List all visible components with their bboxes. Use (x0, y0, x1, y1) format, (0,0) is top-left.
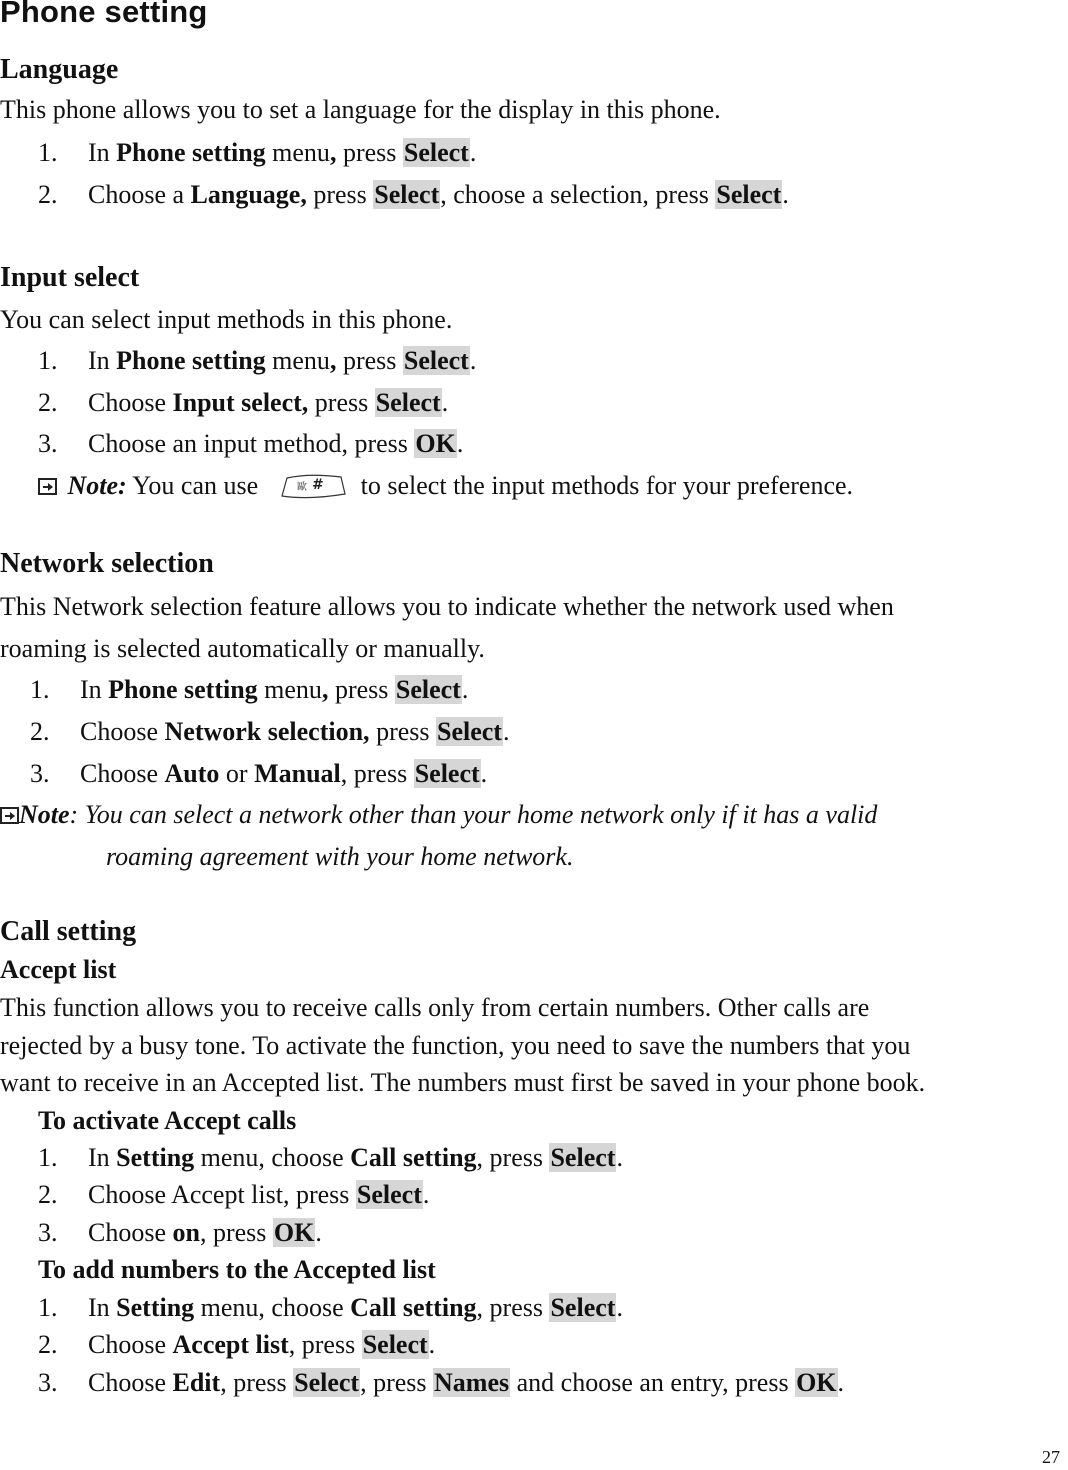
list-item: 1. In Setting menu, choose Call setting, press Select. (38, 1143, 623, 1172)
section-description-input-select: You can select input methods in this phone. (0, 305, 453, 334)
softkey-label: Select (550, 1143, 616, 1172)
softkey-label: Select (414, 759, 480, 788)
softkey-label: Select (374, 180, 440, 209)
note-icon (0, 807, 19, 824)
svg-text:#: # (311, 477, 324, 493)
list-item: 1. In Phone setting menu, press Select. (38, 346, 477, 375)
section-heading-language: Language (0, 54, 119, 85)
softkey-label: Select (362, 1330, 428, 1359)
list-item: 3. Choose an input method, press OK. (38, 429, 464, 458)
section-description-call-line1: This function allows you to receive calls only from certain numbers. Other calls are (0, 993, 870, 1022)
softkey-label: Select (403, 138, 469, 167)
list-item: 2. Choose Accept list, press Select. (38, 1180, 430, 1209)
section-description-call-line2: rejected by a busy tone. To activate the function, you need to save the numbers that you (0, 1031, 911, 1060)
note-icon (38, 478, 57, 495)
section-heading-input-select: Input select (0, 262, 140, 293)
softkey-label: OK (415, 429, 456, 458)
softkey-label: Select (716, 180, 782, 209)
softkey-label: Select (437, 717, 502, 746)
note-network-selection: Note: You can select a network other than your home network only if it has a valid (0, 797, 877, 833)
softkey-label: Select (294, 1368, 360, 1397)
section-description-language: This phone allows you to set a language for the display in this phone. (0, 95, 721, 124)
list-item: 1. In Phone setting menu, press Select. (30, 675, 469, 704)
list-item: 3. Choose Edit, press Select, press Names and choose an entry, press OK. (38, 1368, 845, 1397)
procedure-title-activate: To activate Accept calls (38, 1106, 297, 1135)
note-network-selection-line2: roaming agreement with your home network. (106, 842, 574, 871)
section-description-call-line3: want to receive in an Accepted list. The numbers must first be saved in your phone book. (0, 1068, 926, 1097)
list-item: 2. Choose a Language, press Select, choose a selection, press Select. (38, 180, 789, 209)
list-item: 3. Choose on, press OK. (38, 1218, 322, 1247)
softkey-label: Select (395, 675, 461, 704)
softkey-label: Select (403, 346, 469, 375)
softkey-label: OK (273, 1218, 315, 1247)
svg-text:歐: 歐 (296, 482, 307, 493)
hash-key-icon (279, 474, 349, 510)
list-item: 2. Choose Accept list, press Select. (38, 1330, 436, 1359)
procedure-title-add-numbers: To add numbers to the Accepted list (38, 1255, 436, 1284)
list-item: 1. In Phone setting menu, press Select. (38, 138, 477, 167)
page-number: 27 (1042, 1447, 1060, 1467)
section-description-network-line1: This Network selection feature allows you to indicate whether the network used when (0, 592, 894, 621)
softkey-label: Select (356, 1180, 422, 1209)
section-description-network-line2: roaming is selected automatically or manually. (0, 634, 485, 663)
list-item: 1. In Setting menu, choose Call setting, press Select. (38, 1293, 623, 1322)
section-heading-call-setting: Call setting (0, 916, 137, 947)
subheading-accept-list: Accept list (0, 955, 117, 984)
section-heading-network-selection: Network selection (0, 548, 214, 579)
list-item: 2. Choose Input select, press Select. (38, 388, 449, 417)
list-item: 3. Choose Auto or Manual, press Select. (30, 759, 488, 788)
softkey-label: Select (375, 388, 441, 417)
softkey-label: Select (550, 1293, 616, 1322)
softkey-label: Names (434, 1368, 510, 1397)
softkey-label: OK (796, 1368, 837, 1397)
list-item: 2. Choose Network selection, press Select. (30, 717, 510, 746)
page-title: Phone setting (0, 0, 208, 29)
note-input-select: Note: You can use 歐 # to select the input methods for your preference. (38, 468, 853, 510)
